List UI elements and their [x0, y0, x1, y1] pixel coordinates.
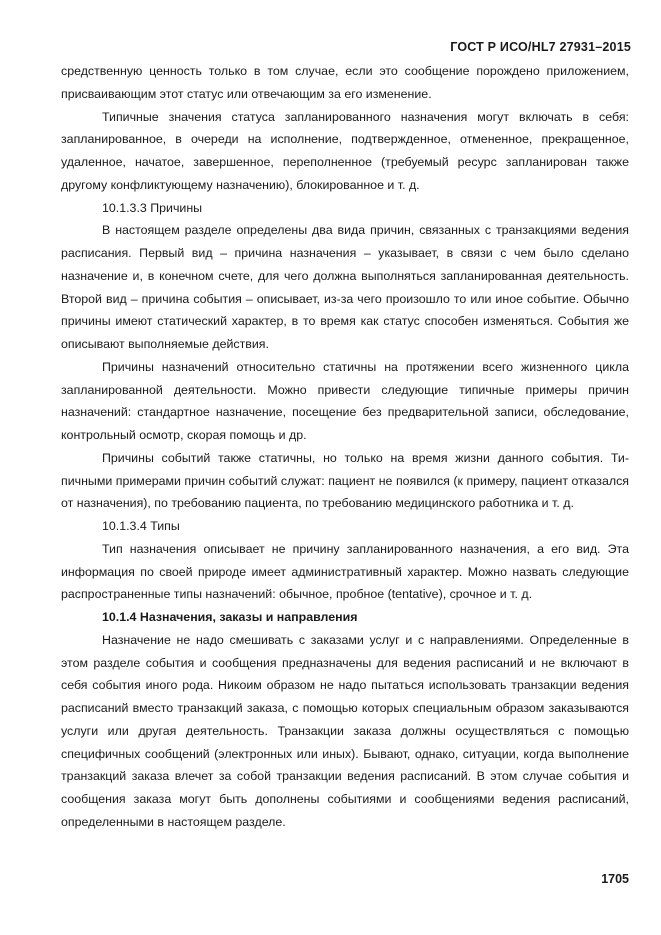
paragraph-reasons-intro: В настоящем разделе определены два вида причин, связанных с транзакциями ведения расписания. Первый вид – причина назначения – указывает, в связи с чем было сделано назначение и, в конечном счете, для чего должна выполняться запланированная деятельность. Второй вид – причина события – описывает, из-за чего произошло то или иное событие. Обычно причины имеют статический характер, в то время как статус способен изменяться. События же описывают выполняемые действия.	[61, 223, 629, 351]
paragraph-status-values: Типичные значения статуса запланированного назначения могут включать в себя: запланированное, в очереди на исполнение, подтвержденное, отмененное, прекращенное, удаленное, начатое, завершенное, переполненное (требуемый ресурс запланирован также другому конфликтующему назначению), блокированное и т. д.	[61, 109, 629, 192]
subsection-heading-reasons: 10.1.3.3 Причины	[102, 200, 203, 215]
paragraph-orders-referrals: Назначение не надо смешивать с заказами услуг и с направлениями. Определенные в этом разделе события и сообщения предназначены для ведения расписаний и не включают в себя события иного рода. Никоим образом не надо пытаться использовать транзакции ведения расписаний вместо транзакций заказа, с помощью которых специальным образом заказываются услуги или другая деятельность. Транзакции заказа должны осуществляться с помощью специфичных сообщений (электронных или иных). Бывают, однако, ситуации, когда выполнение транзакций заказа влечет за собой транзакции ведения расписаний. В этом случае события и сообщения заказа могут быть дополнены событиями и сообщениями ведения расписаний, определенными в настоящем разделе.	[61, 632, 629, 829]
paragraph-appointment-reasons: Причины назначений относительно статичны на протяжении всего жизненного цикла запланированной деятельности. Можно привести следующие типичные примеры причин назначений: стандартное назначение, посещение без предварительной записи, обследование, контрольный осмотр, скорая помощь и др.	[61, 359, 629, 442]
document-body	[61, 60, 629, 834]
section-heading-orders-referrals: 10.1.4 Назначения, заказы и направления	[102, 610, 358, 624]
running-header: ГОСТ Р ИСО/HL7 27931–2015	[450, 40, 631, 54]
paragraph-event-reasons: Причины событий также статичны, но только на время жизни данного события. Типичными примерами причин событий служат: пациент не появился (к примеру, пациент отказался от назначения), по требованию пациента, по требованию медицинского работника и т. д.	[61, 450, 629, 511]
paragraph-types: Тип назначения описывает не причину запланированного назначения, а его вид. Эта информация по своей природе имеет административный характер. Можно назвать следующие распространенные типы назначений: обычное, пробное (tentative), срочное и т. д.	[61, 541, 629, 602]
subsection-heading-types: 10.1.3.4 Типы	[102, 519, 180, 533]
page-number: 1705	[601, 872, 629, 886]
paragraph-continuation: средственную ценность только в том случае, если это сообщение порождено приложением, присваивающим этот статус или отвечающим за его изменение.	[61, 64, 629, 101]
